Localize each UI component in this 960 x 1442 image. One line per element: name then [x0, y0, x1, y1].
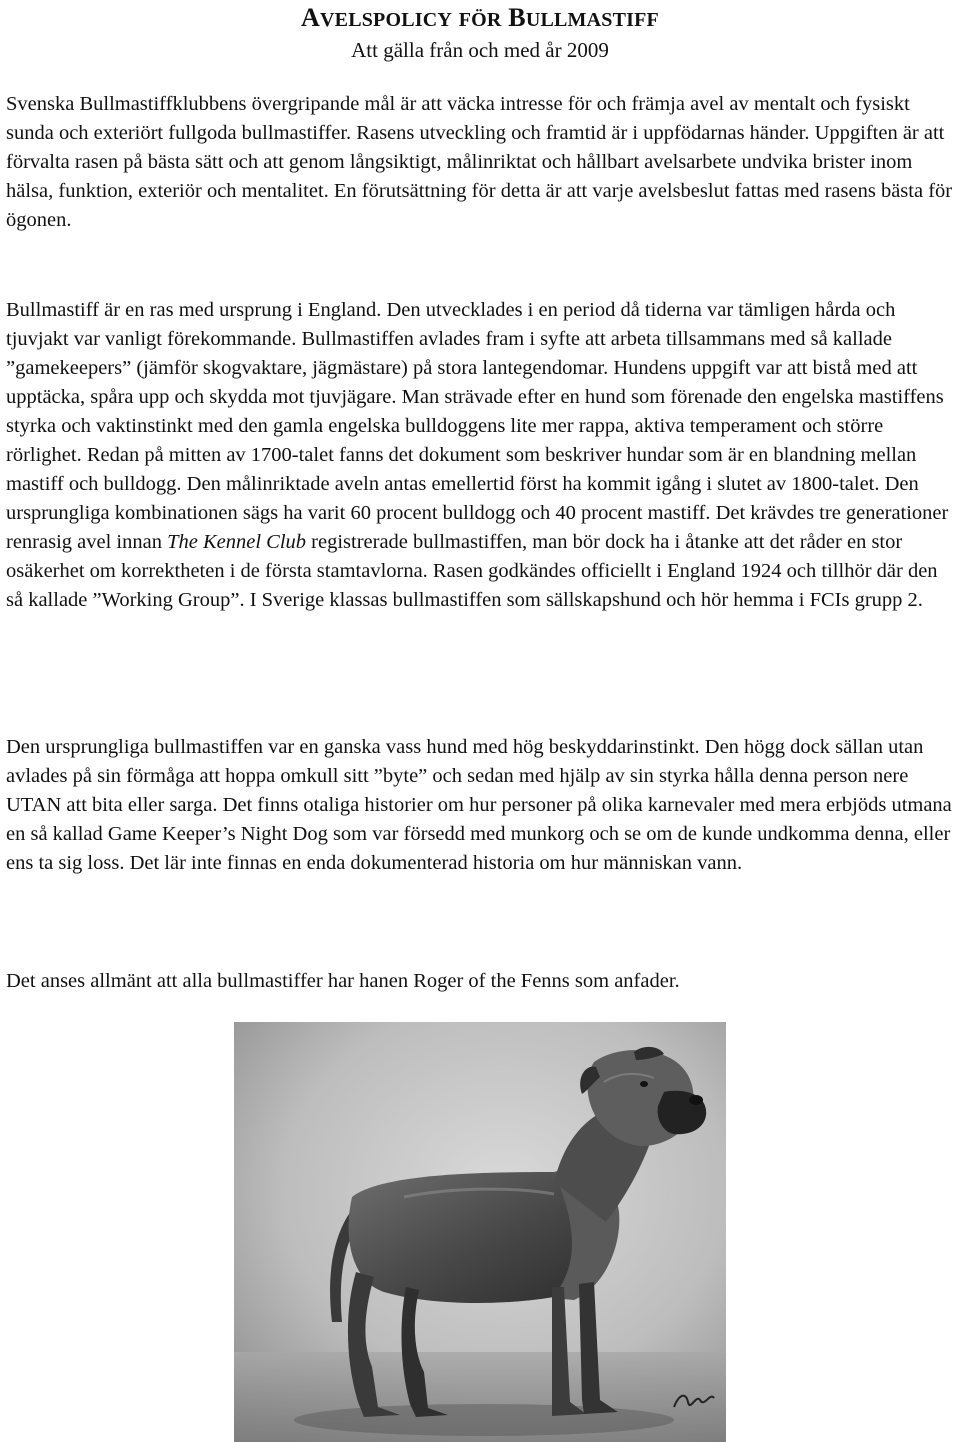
document-title — [0, 4, 960, 34]
dog-photo-graphic — [234, 1022, 726, 1442]
paragraph-history-part-b: registrerade bullmastiffen, man bör dock ha i åtanke att det råder en stor osäkerhet om korrektheten i de första stamtavlorna. Rasen godkändes officiellt i England 1924 och tillhör där den så kallade ”Working Group”. I Sverige klassas bullmastiffen som sällskapshund och hör hemma i FCIs grupp 2. — [6, 531, 938, 611]
title-word-avelspolicy-rest: VELSPOLICY — [320, 9, 453, 31]
paragraph-ancestor: Det anses allmänt att alla bullmastiffer har hanen Roger of the Fenns som anfader. — [6, 970, 680, 992]
title-initial-b: B — [508, 3, 526, 32]
title-word-for: FÖR — [458, 9, 502, 31]
title-word-bullmastiff-rest: ULLMASTIFF — [525, 9, 659, 31]
bullmastiff-photo — [234, 1022, 726, 1442]
document-subtitle: Att gälla från och med år 2009 — [351, 38, 609, 62]
paragraph-original-temperament: Den ursprungliga bullmastiffen var en ganska vass hund med hög beskyddarinstinkt. Den högg dock sällan utan avlades på sin förmåga att hoppa omkull sitt ”byte” och sedan med hjälp av sin styrka hålla denna person nere UTAN att bita eller sarga. Det finns otaliga historier om hur personer på olika karnevaler med mera erbjöds utmana en så kallad Game Keeper’s Night Dog som var försedd med munkorg och se om de kunde undkomma denna, eller ens ta sig loss. Det lär inte finnas en enda dokumenterad historia om hur människan vann. — [6, 736, 952, 874]
paragraph-intro: Svenska Bullmastiffklubbens övergripande mål är att väcka intresse för och främja avel av mentalt och fysiskt sunda och exteriört fullgoda bullmastiffer. Rasens utveckling och framtid är i uppfödarnas händer. Uppgiften är att förvalta rasen på bästa sätt och att genom långsiktigt, målinriktat och hållbart avelsarbete undvika brister inom hälsa, funktion, exteriör och mentalitet. En förutsättning för detta är att varje avelsbeslut fattas med rasens bästa för ögonen. — [6, 93, 953, 231]
paragraph-history — [6, 296, 956, 615]
paragraph-history-part-a: Bullmastiff är en ras med ursprung i England. Den utvecklades i en period då tiderna var tämligen hårda och tjuvjakt var vanligt förekommande. Bullmastiffen avlades fram i syfte att arbeta tillsammans med så kallade ”gamekeepers” (jämför skogvaktare, jägmästare) på stora lantegendomar. Hundens uppgift var att bistå med att upptäcka, spåra upp och skydda mot tjuvjägare. Man strävade efter en hund som förenade den engelska mastiffens styrka och vaktinstinkt med den gamla engelska bulldoggens lite mer rappa, aktiva temperament och större rörlighet. Redan på mitten av 1700-talet fanns det dokument som beskriver hundar som är en blandning mellan mastiff och bulldogg. Den målinriktade aveln antas emellertid först ha kommit igång i slutet av 1800-talet. Den ursprungliga kombinationen sägs ha varit 60 procent bulldogg och 40 procent mastiff. Det krävdes tre generationer renrasig avel innan — [6, 299, 949, 553]
kennel-club-name: The Kennel Club — [167, 531, 307, 553]
title-initial-a: A — [301, 3, 321, 32]
